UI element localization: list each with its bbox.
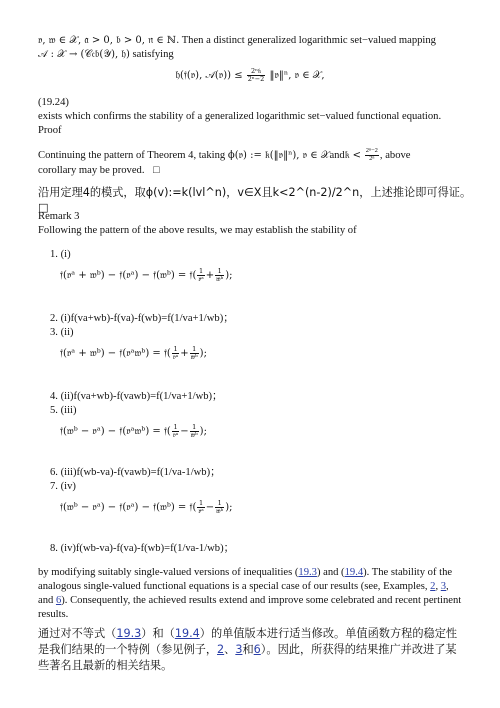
item-3-frac-a-num: 1 [173, 345, 178, 353]
closing-text-3: ). The stability of the analogous single-valued functional equations is a special case of our results (see, Examples, [38, 567, 453, 593]
item-5-frac-a [172, 424, 179, 439]
intro-text-1: Then a distinct generalized logarithmic set−valued mapping [179, 35, 436, 46]
item-5-frac-a-den: 𝔳ᵃ [172, 430, 179, 439]
intro-math-1: 𝔳, 𝔴 ∈ 𝒳, 𝔞 > 0, 𝔟 > 0, 𝔫 ∈ ℕ. [38, 35, 180, 46]
item-1-equation [60, 268, 232, 283]
intro-text-2: satisfying [129, 49, 174, 60]
item-5-frac-b-num: 1 [190, 424, 199, 432]
item-4-label: 4. (ii)f(va+wb)-f(vawb)=f(1/va+1/wb)； [50, 391, 223, 402]
item-3-label: 3. (ii) [50, 327, 74, 338]
item-6-label: 6. (iii)f(wb-va)-f(vawb)=f(1/va-1/wb)； [50, 467, 221, 478]
item-7-frac-b-num: 1 [215, 500, 224, 508]
remark-text: Following the pattern of the above results, we may establish the stability of [38, 225, 357, 236]
exists-sentence: exists which confirms the stability of a generalized logarithmic set−valued functional equation. [38, 111, 442, 122]
item-1-frac-b [215, 268, 224, 283]
qed-symbol: □ [153, 165, 160, 176]
item-7-equation [60, 500, 232, 515]
item-5-frac-a-num: 1 [173, 423, 178, 431]
cn-ref-19-3-link[interactable]: 19.3 [116, 627, 142, 640]
item-5-op: − [180, 425, 189, 437]
closing-paragraph [38, 566, 466, 622]
intro-line-1 [38, 34, 466, 48]
item-7-frac-b-den: 𝔴ᵇ [216, 506, 224, 515]
continuing-math-2: 𝔨 < [344, 149, 362, 161]
item-5-tail: ); [199, 425, 207, 437]
item-1-lhs: 𝔣(𝔳ᵃ + 𝔴ᵇ) − 𝔣(𝔳ᵃ) − 𝔣(𝔴ᵇ) = 𝔣( [60, 269, 197, 281]
continuing-fraction [365, 148, 379, 163]
item-3-frac-a [172, 346, 179, 361]
ineq-rhs: ‖𝔳‖ⁿ, 𝔳 ∈ 𝒳, [269, 69, 325, 81]
item-8-label: 8. (iv)f(wb-va)-f(va)-f(wb)=f(1/va-1/wb)； [50, 543, 235, 554]
item-5-frac-b [190, 424, 199, 439]
intro-line-2 [38, 48, 466, 62]
continuing-line-1 [38, 148, 466, 163]
ineq-frac-num: 2ⁿ𝔨 [247, 68, 266, 76]
item-7-frac-a [197, 500, 204, 515]
example-2-link[interactable]: 2 [430, 581, 436, 593]
example-3-link[interactable]: 3 [440, 581, 447, 593]
item-3-frac-b-num: 1 [190, 346, 199, 354]
item-1-frac-b-den: 𝔴ᵇ [216, 274, 224, 283]
continuing-frac-num: 2ⁿ−2 [365, 147, 378, 154]
item-1-frac-a-den: 𝔳ᵃ [198, 274, 204, 283]
item-7-tail: ); [225, 501, 233, 513]
ref-19-3-link[interactable]: 19.3 [298, 567, 317, 578]
item-7-lhs: 𝔣(𝔴ᵇ − 𝔳ᵃ) − 𝔣(𝔳ᵃ) − 𝔣(𝔴ᵇ) = 𝔣( [60, 501, 197, 513]
ineq-frac-den: 2ⁿ−2 [247, 74, 265, 83]
cn-ref-19-4-link[interactable]: 19.4 [174, 627, 200, 640]
item-1-tail: ); [225, 269, 233, 281]
ref-19-4-link[interactable]: 19.4 [344, 567, 364, 578]
cn-closing-text-3: ）的单值版本进行适当修改。单值函数方程的稳定性是我们结果的一个特例（参见例子， [38, 627, 458, 657]
proof-label: Proof [38, 125, 62, 136]
continuing-line-2 [38, 164, 466, 178]
item-5-label: 5. (iii) [50, 405, 77, 416]
ineq-fraction [247, 68, 266, 83]
continuing-text-3: corollary may be proved. [38, 165, 145, 176]
item-7-frac-a-den: 𝔳ᵃ [198, 506, 204, 515]
display-inequality [0, 68, 500, 83]
cn-proof-line: 沿用定理4的模式，取ϕ(v):=k(lvl^n)，v∈X且k<2^(n-2)/2^n，上述推论即可得证。□ [38, 186, 472, 214]
ineq-lhs: 𝔥(𝔣(𝔳), 𝒜(𝔳)) ≤ [175, 69, 243, 81]
item-7-frac-a-num: 1 [198, 499, 204, 507]
continuing-and: and [329, 149, 345, 161]
cn-example-2-link[interactable]: 2 [217, 643, 225, 657]
cn-closing-paragraph [38, 626, 466, 675]
closing-text-5: , and [38, 581, 449, 607]
continuing-text-1: Continuing the pattern of Theorem 4, taking [38, 149, 226, 161]
item-1-label: 1. (i) [50, 249, 71, 260]
item-7-frac-b [215, 500, 224, 515]
cn-example-3-link[interactable]: 3 [235, 643, 243, 657]
remark-label: Remark 3 [38, 211, 80, 222]
item-5-frac-b-den: 𝔴ᵇ [190, 430, 198, 439]
item-3-equation [60, 346, 207, 361]
continuing-frac-den: 2ⁿ [369, 154, 375, 162]
example-6-link[interactable]: 6 [55, 595, 62, 607]
cn-closing-text-1: 通过对不等式（ [38, 627, 117, 640]
item-3-tail: ); [199, 347, 207, 359]
closing-text-4: , [435, 581, 441, 593]
cn-example-6-link[interactable]: 6 [253, 643, 261, 657]
cn-closing-text-5: 和 [242, 643, 254, 657]
item-3-frac-b [190, 346, 199, 361]
item-1-frac-b-num: 1 [215, 268, 224, 276]
equation-number: (19.24) [38, 97, 69, 108]
item-7-label: 7. (iv) [50, 481, 76, 492]
continuing-math-1: ϕ(𝔳) := 𝔨(‖𝔳‖ⁿ), 𝔳 ∈ 𝒳 [227, 149, 330, 161]
item-1-op: + [205, 269, 215, 281]
item-2-label: 2. (i)f(va+wb)-f(va)-f(wb)=f(1/va+1/wb)； [50, 313, 234, 324]
closing-text-1: by modifying suitably single-valued versions of inequalities ( [38, 567, 299, 578]
item-5-equation [60, 424, 207, 439]
closing-text-2: ) and ( [316, 567, 345, 578]
item-3-op: + [180, 347, 189, 359]
cn-closing-text-4: 、 [224, 643, 236, 657]
cn-closing-text-2: ）和（ [141, 627, 175, 640]
intro-math-2: 𝒜 : 𝒳 → (𝒞𝔠𝔟(𝒴), 𝔥) [38, 49, 130, 60]
item-1-frac-a-num: 1 [198, 267, 204, 275]
closing-text-6: ). Consequently, the achieved results extend and improve some celebrated and recent pertinent results. [38, 595, 462, 621]
item-3-frac-a-den: 𝔳ᵃ [172, 352, 179, 361]
item-1-frac-a [197, 268, 204, 283]
item-3-frac-b-den: 𝔴ᵇ [190, 352, 198, 361]
continuing-text-2: , above [379, 149, 411, 161]
item-5-lhs: 𝔣(𝔴ᵇ − 𝔳ᵃ) − 𝔣(𝔳ᵃ𝔴ᵇ) = 𝔣( [60, 425, 171, 437]
item-7-op: − [205, 501, 215, 513]
cn-closing-text-6: ）。因此，所获得的结果推广并改进了某些著名且最新的相关结果。 [38, 643, 457, 673]
item-3-lhs: 𝔣(𝔳ᵃ + 𝔴ᵇ) − 𝔣(𝔳ᵃ𝔴ᵇ) = 𝔣( [60, 347, 171, 359]
